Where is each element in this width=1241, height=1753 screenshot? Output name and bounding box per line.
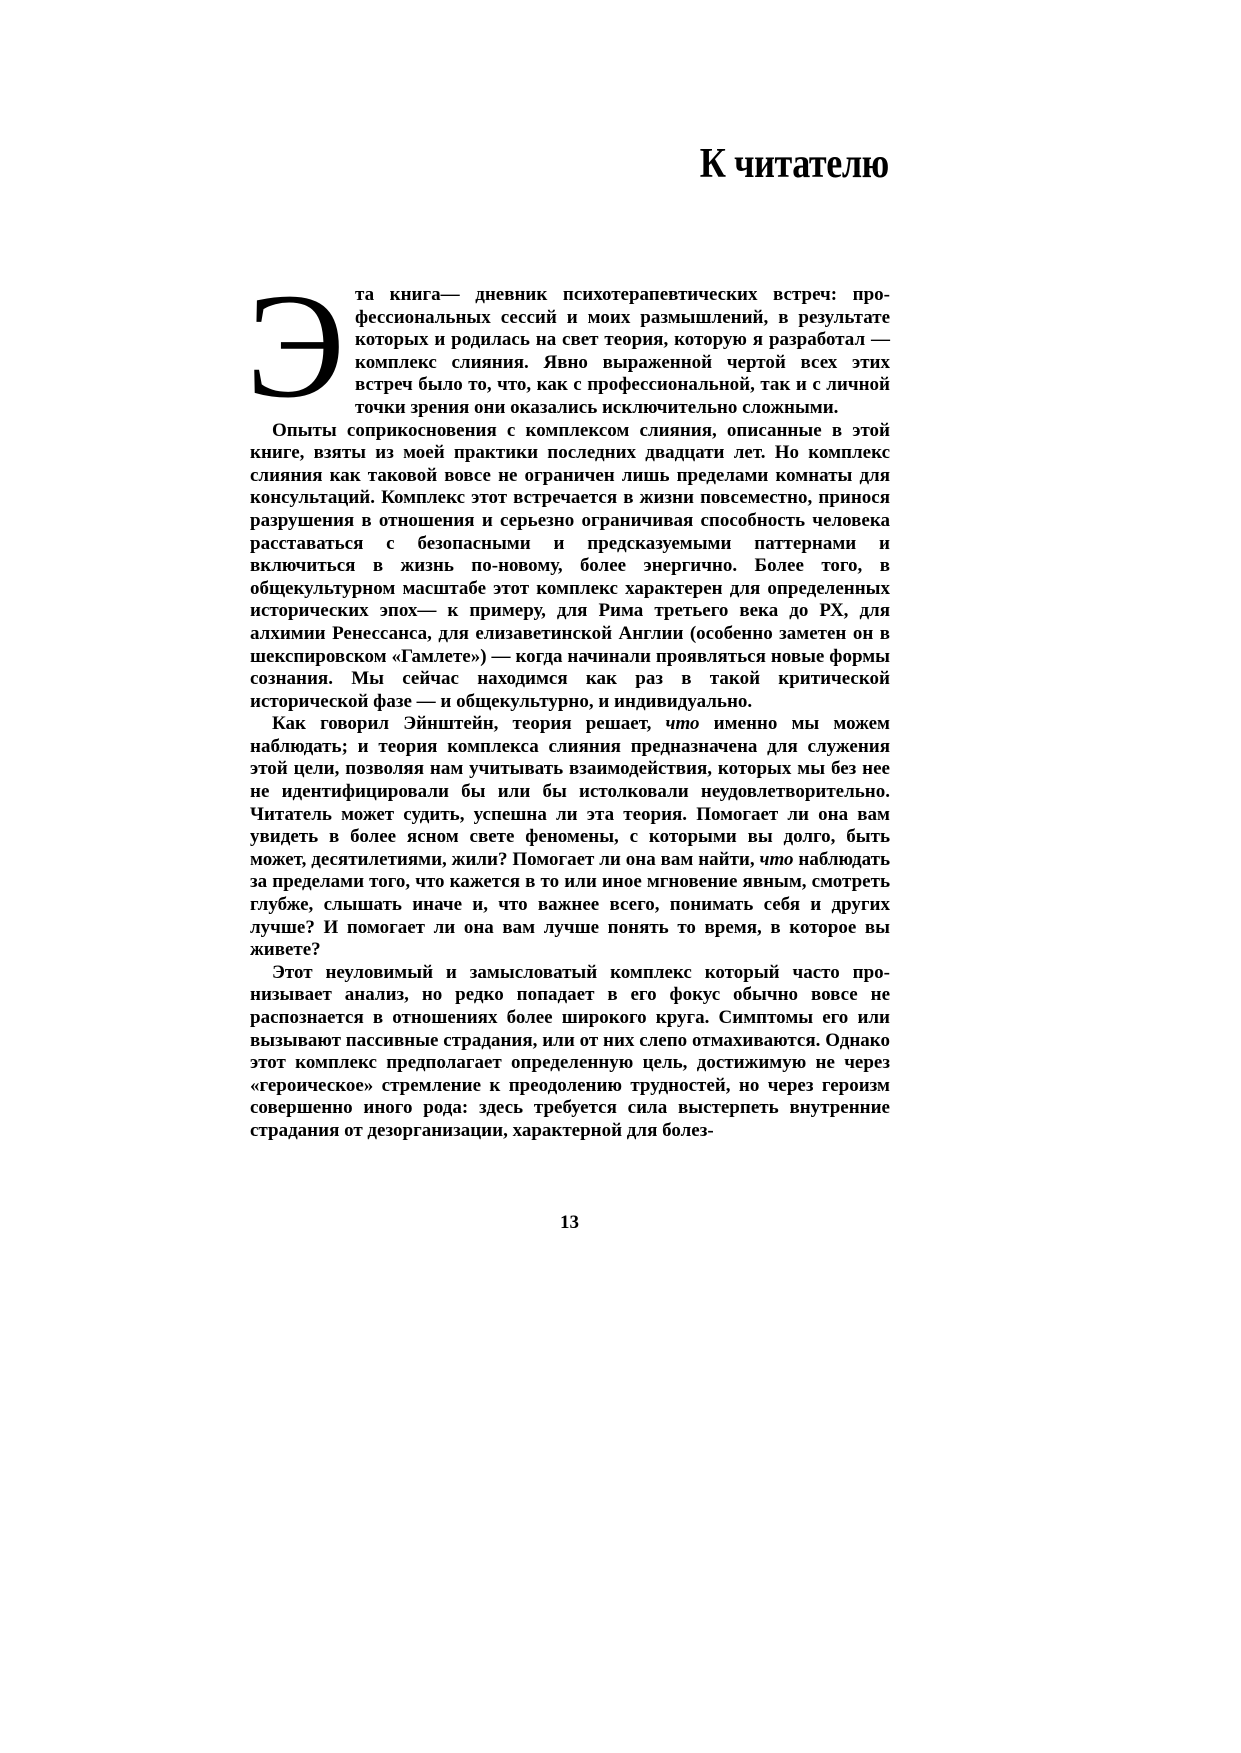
paragraph-3-part-b: именно мы можем наблюдать; и теория комплекса слияния предназначена для служения этой цели, позволяя нам учитывать взаимодействия, которых мы без нее не идентифицировали бы или бы истолковали неудовлетворительно. Читатель может судить, успешна ли эта теория. Помогает ли она вам увидеть в более ясном свете феномены, с которыми вы долго, быть может, десятилетиями, жили? Помогает ли она вам найти,	[250, 713, 890, 870]
chapter-title: К читателю	[699, 141, 889, 187]
emphasis-what-1: что	[665, 713, 700, 735]
drop-cap: Э	[246, 263, 346, 429]
paragraph-1	[246, 263, 890, 429]
paragraph-2: Опыты соприкосновения с комплексом слияния, описанные в этой книге, взяты из моей практики последних двадцати лет. Но комплекс слияния как таковой вовсе не ограничен лишь пределами комнаты для консультаций. Комплекс этот встречается в жизни повсеместно, принося разрушения в отношения и серьезно ограничивая способность человека расставаться с безопасными и предсказуемыми паттернами и включиться в жизнь по-новому, более энергично. Более того, в общекультурном масштабе этот комплекс характерен для определенных исторических эпох— к примеру, для Рима третьего века до РХ, для алхимии Ренессанса, для елизаветинской Англии (особенно заметен он в шекспировском «Гамлете») — когда начинали проявляться новые формы сознания. Мы сейчас находимся как раз в такой критической исторической фазе — и общекультурно, и индивидуально.	[250, 419, 890, 712]
paragraph-3-part-c: наблюдать за пределами того, что кажется в то или иное мгновение явным, смотреть глубже, слышать иначе и, что важнее всего, понимать себя и других лучше? И помогает ли она вам лучше понять то время, в которое вы живете?	[250, 848, 890, 961]
chapter-body	[246, 263, 890, 1143]
paragraph-1-text: та книга— дневник психотерапевтических встреч: профессиональных сессий и моих размышлений, в результате которых и родилась на свет теория, которую я разработал — комплекс слияния. Явно выраженной чертой всех этих встреч было то, что, как с профессиональной, так и с личной точки зрения они оказались исключительно сложными.	[355, 284, 890, 418]
paragraph-3-part-a: Как говорил Эйнштейн, теория решает,	[272, 713, 666, 735]
paragraph-4: Этот неуловимый и замысловатый комплекс который часто пронизывает анализ, но редко попадает в его фокус обычно вовсе не распознается в отношениях более широкого круга. Симптомы его или вызывают пассивные страдания, или от них слепо отмахиваются. Однако этот комплекс предполагает определенную цель, достижимую не через «героическое» стремление к преодолению трудностей, но через героизм совершенно иного рода: здесь требуется сила выстерпеть внутренние страдания от дезорганизации, характерной для болез-	[250, 961, 890, 1141]
page-number: 13	[560, 1212, 579, 1233]
paragraph-3	[250, 713, 890, 962]
emphasis-what-2: что	[759, 848, 794, 870]
